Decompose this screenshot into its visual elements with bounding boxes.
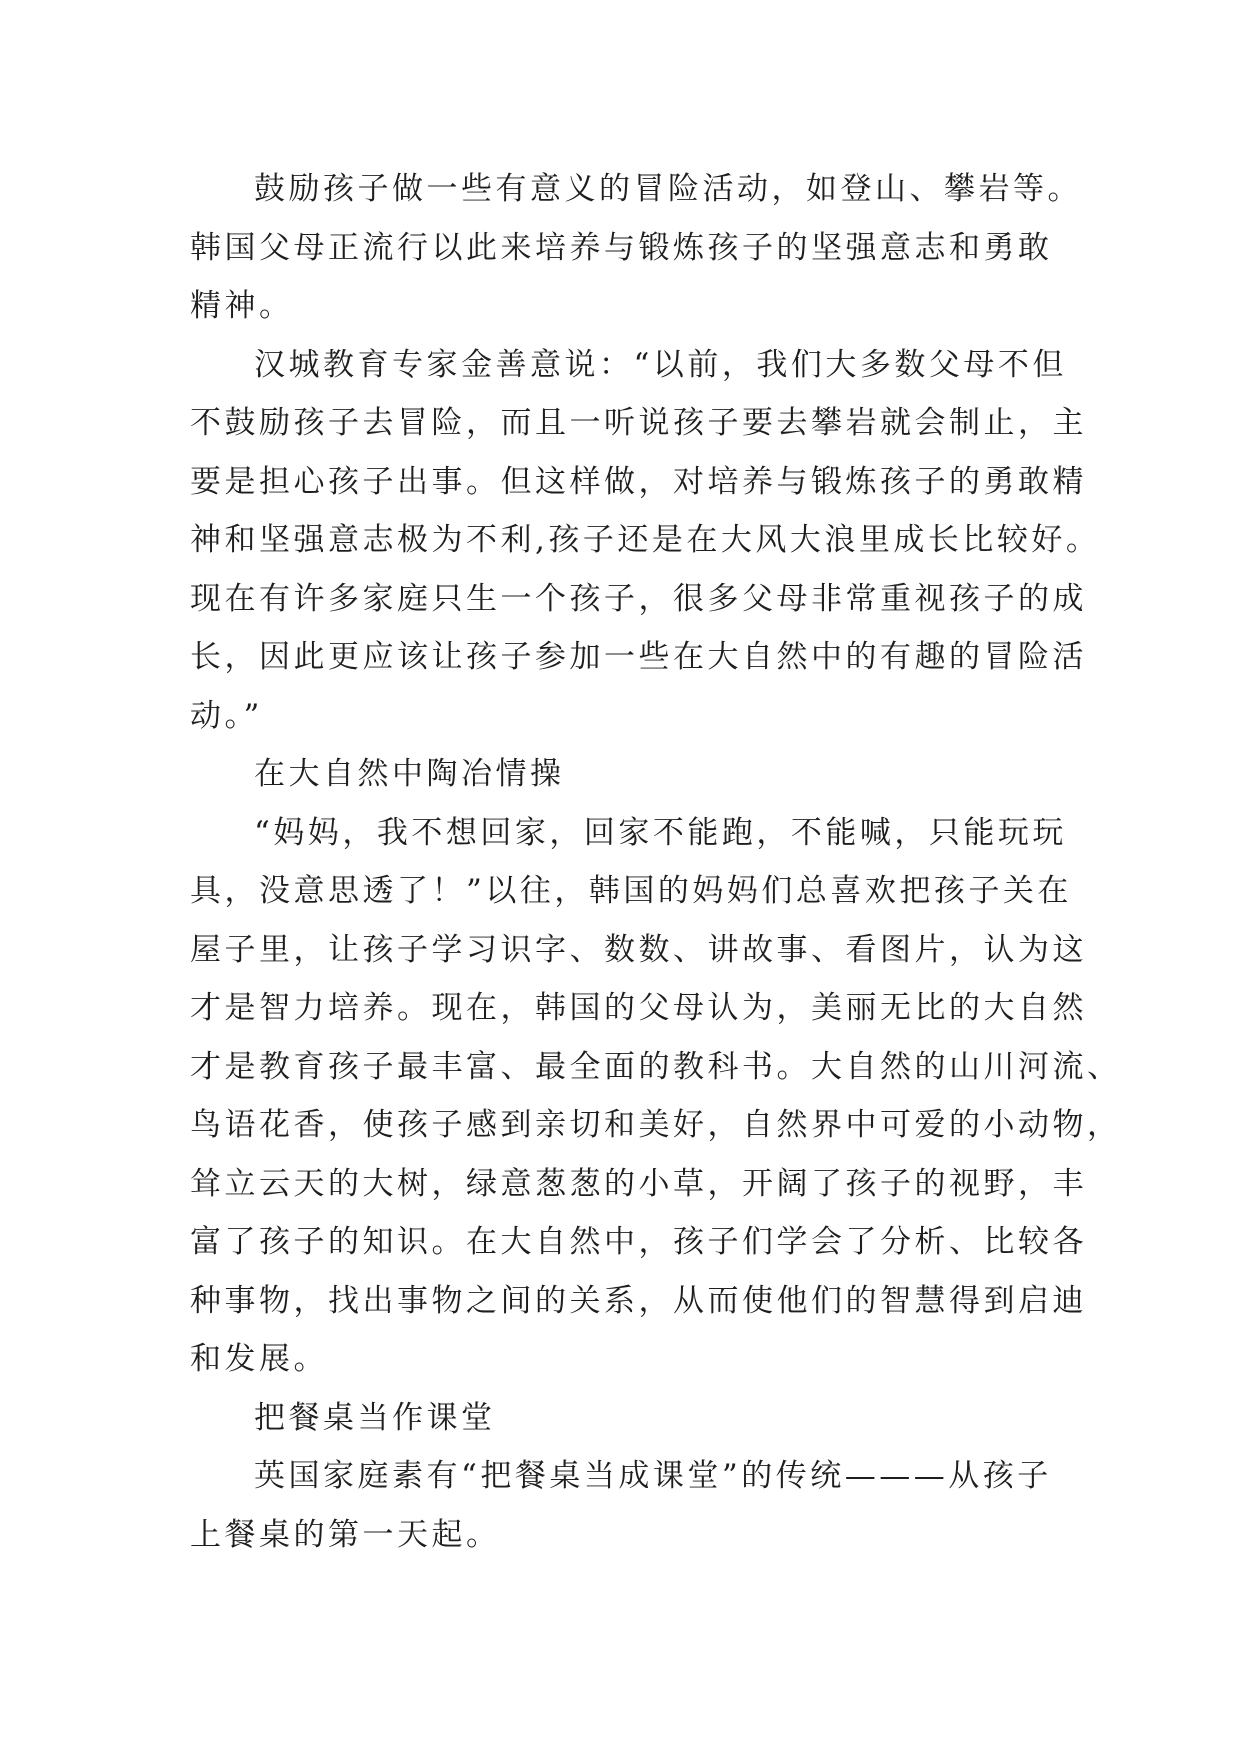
paragraph-expert-quote-line: 不鼓励孩子去冒险，而且一听说孩子要去攀岩就会制止，主 (190, 405, 1087, 441)
section-heading-dining-table: 把餐桌当作课堂 (254, 1399, 496, 1436)
paragraph-expert-quote-line: 现在有许多家庭只生一个孩子，很多父母非常重视孩子的成 (190, 580, 1087, 617)
section-heading-nature: 在大自然中陶冶情操 (254, 756, 565, 792)
paragraph-dining-line: 英国家庭素有“把餐桌当成课堂”的传统———从孩子 (254, 1458, 1052, 1494)
paragraph-nature-line: 种事物，找出事物之间的关系，从而使他们的智慧得到启迪 (190, 1282, 1087, 1319)
paragraph-dining-line: 上餐桌的第一天起。 (190, 1516, 501, 1553)
paragraph-nature-line: 才是智力培养。现在，韩国的父母认为，美丽无比的大自然 (190, 990, 1087, 1026)
paragraph-nature-line: 和发展。 (190, 1341, 328, 1377)
paragraph-expert-quote-line: 长，因此更应该让孩子参加一些在大自然中的有趣的冒险活 (190, 639, 1087, 675)
paragraph-expert-quote-line: 汉城教育专家金善意说：“以前，我们大多数父母不但 (254, 346, 1067, 383)
paragraph-nature-line: 鸟语花香，使孩子感到亲切和美好，自然界中可爱的小动物， (190, 1107, 1122, 1143)
paragraph-adventure-line: 精神。 (190, 288, 294, 324)
paragraph-nature-line: 耸立云天的大树，绿意葱葱的小草，开阔了孩子的视野，丰 (190, 1165, 1087, 1202)
paragraph-expert-quote-line: 神和坚强意志极为不利,孩子还是在大风大浪里成长比较好。 (190, 522, 1101, 558)
paragraph-expert-quote-line: 动。” (190, 697, 263, 734)
paragraph-adventure-line: 鼓励孩子做一些有意义的冒险活动，如登山、攀岩等。 (254, 171, 1082, 207)
paragraph-expert-quote-line: 要是担心孩子出事。但这样做，对培养与锻炼孩子的勇敢精 (190, 463, 1087, 500)
paragraph-nature-line: 才是教育孩子最丰富、最全面的教科书。大自然的山川河流、 (190, 1048, 1122, 1085)
paragraph-nature-line: 富了孩子的知识。在大自然中，孩子们学会了分析、比较各 (190, 1224, 1087, 1260)
article-body (190, 160, 1122, 1564)
paragraph-nature-line: 屋子里，让孩子学习识字、数数、讲故事、看图片，认为这 (190, 931, 1087, 968)
paragraph-nature-line: “妈妈，我不想回家，回家不能跑，不能喊，只能玩玩 (254, 814, 1067, 851)
paragraph-adventure-line: 韩国父母正流行以此来培养与锻炼孩子的坚强意志和勇敢 (190, 229, 1053, 266)
paragraph-nature-line: 具，没意思透了！”以往，韩国的妈妈们总喜欢把孩子关在 (190, 873, 1072, 909)
